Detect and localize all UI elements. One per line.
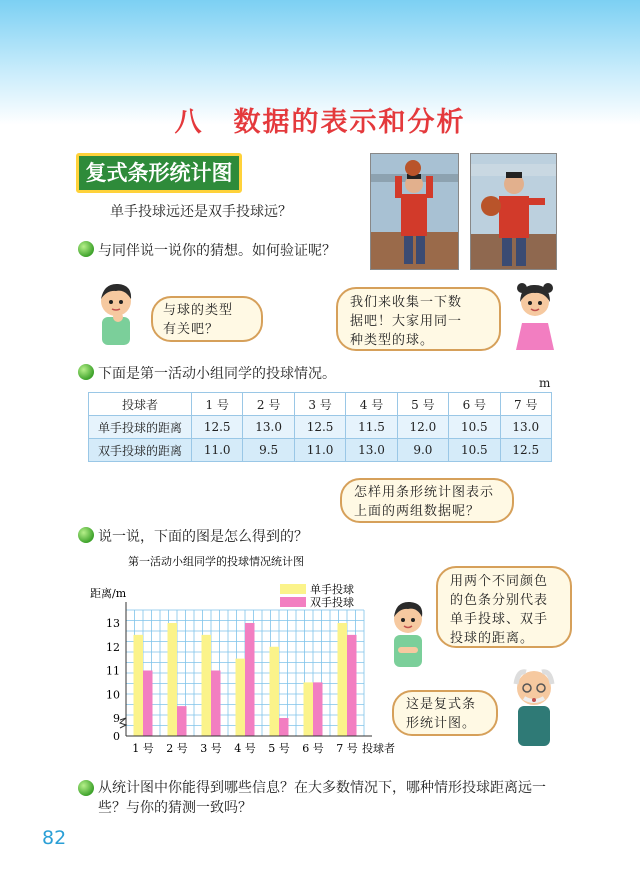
table-header-cell: 2 号 [243,393,294,416]
legend-label: 单手投球 [310,583,354,596]
y-tick-label: 13 [106,617,120,630]
bullet-icon [78,364,94,380]
prompt-info [98,778,546,818]
bar-single-hand [236,659,246,736]
boy-thinking-illustration [92,277,140,347]
bar-two-hand [279,718,289,736]
table-cell: 13.0 [346,439,397,462]
bar-two-hand [245,623,255,736]
bubble-line: 种类型的球。 [350,333,435,348]
y-tick-label: 10 [106,688,120,702]
bar-two-hand [143,671,153,737]
page-number: 82 [42,827,67,849]
bar-single-hand [338,623,348,736]
bar-two-hand [347,635,357,736]
bar-single-hand [168,623,178,736]
table-row [89,439,552,462]
bubble-line: 这是复式条 [406,697,477,712]
table-cell: 11.0 [192,439,243,462]
chart-legend [280,582,354,609]
teacher-illustration [506,660,562,750]
x-tick-label: 2 号 [166,742,188,755]
bullet-icon [78,241,94,257]
table-header-cell: 4 号 [346,393,397,416]
table-header-cell: 7 号 [500,393,551,416]
table-row-label: 单手投球的距离 [89,416,192,439]
bar-single-hand [202,635,212,736]
table-cell: 9.5 [243,439,294,462]
prompt-guess: 与同伴说一说你的猜想。如何验证呢？ [98,243,336,259]
double-bar-chart [80,550,410,760]
bubble-line: 有关吧？ [163,322,220,337]
bullet-icon [78,780,94,796]
table-cell: 9.0 [397,439,448,462]
bar-single-hand [304,682,314,736]
bubble-line: 据吧！大家用同一 [350,314,463,329]
x-tick-label: 1 号 [132,742,154,755]
speech-bubble-question [340,478,514,523]
table-cell: 11.5 [346,416,397,439]
bullet-icon [78,527,94,543]
girl-illustration [512,278,558,356]
table-cell: 12.5 [294,416,345,439]
bar-single-hand [134,635,144,736]
table-cell: 12.0 [397,416,448,439]
table-row-label: 双手投球的距离 [89,439,192,462]
table-row [89,416,552,439]
prompt-info-line: 些？与你的猜测一致吗？ [98,800,252,816]
table-header-row [89,393,552,416]
x-tick-label: 5 号 [268,742,290,755]
photo-two-hand-throw [470,153,557,270]
y-tick-label: 9 [113,712,120,725]
table-cell: 11.0 [294,439,345,462]
x-tick-label: 4 号 [234,742,256,755]
table-header-cell: 3 号 [294,393,345,416]
legend-swatch [280,597,306,607]
speech-bubble-girl [336,287,501,351]
section-title: 复式条形统计图 [76,153,242,193]
speech-bubble-boy [151,296,263,342]
bubble-line: 上面的两组数据呢？ [354,504,481,519]
bubble-line: 我们来收集一下数 [350,295,463,310]
table-cell: 13.0 [243,416,294,439]
table-header-cell: 1 号 [192,393,243,416]
photo-one-hand-throw [370,153,459,270]
table-header-cell: 投球者 [89,393,192,416]
prompt-info-line: 从统计图中你能得到哪些信息？在大多数情况下，哪种情形投球距离远一 [98,780,546,796]
chapter-title [0,100,640,139]
y-tick-label: 11 [106,664,120,678]
boy-pointing-illustration [386,595,430,673]
x-tick-label: 3 号 [200,742,222,755]
chart-title: 第一活动小组同学的投球情况统计图 [128,555,304,568]
question-text: 单手投球远还是双手投球远？ [110,204,292,220]
axis-break-mark [120,718,126,728]
bubble-line: 投球的距离。 [450,631,535,646]
bubble-line: 怎样用条形统计图表示 [354,485,495,500]
chapter-number: 八 [174,107,204,138]
table-cell: 12.5 [192,416,243,439]
table-cell: 13.0 [500,416,551,439]
bubble-line: 用两个不同颜色 [450,574,549,589]
bar-single-hand [270,647,280,736]
table-unit: m [539,376,551,390]
speech-bubble-boy2 [436,566,572,648]
throw-data-table [88,392,552,462]
chart-xlabel: 投球者 [362,742,395,755]
legend-label: 双手投球 [310,596,354,609]
table-cell: 10.5 [449,439,500,462]
prompt-how-made: 说一说，下面的图是怎么得到的？ [98,529,308,545]
prompt-table-intro: 下面是第一活动小组同学的投球情况。 [98,366,336,382]
bar-two-hand [177,706,187,736]
bubble-line: 单手投球、双手 [450,612,549,627]
chart-ylabel: 距离/m [90,587,127,600]
y-tick-label: 0 [113,730,120,743]
bar-two-hand [313,682,323,736]
legend-swatch [280,584,306,594]
table-cell: 10.5 [449,416,500,439]
table-header-cell: 6 号 [449,393,500,416]
chart-bars [134,623,357,736]
chapter-name: 数据的表示和分析 [233,107,466,138]
bubble-line: 与球的类型 [163,303,234,318]
x-tick-label: 6 号 [302,742,324,755]
bubble-line: 的色条分别代表 [450,593,549,608]
bar-two-hand [211,671,221,737]
y-tick-label: 12 [106,640,120,654]
bubble-line: 形统计图。 [406,716,477,731]
table-cell: 12.5 [500,439,551,462]
speech-bubble-teacher [392,690,498,736]
table-header-cell: 5 号 [397,393,448,416]
x-tick-label: 7 号 [336,742,358,755]
